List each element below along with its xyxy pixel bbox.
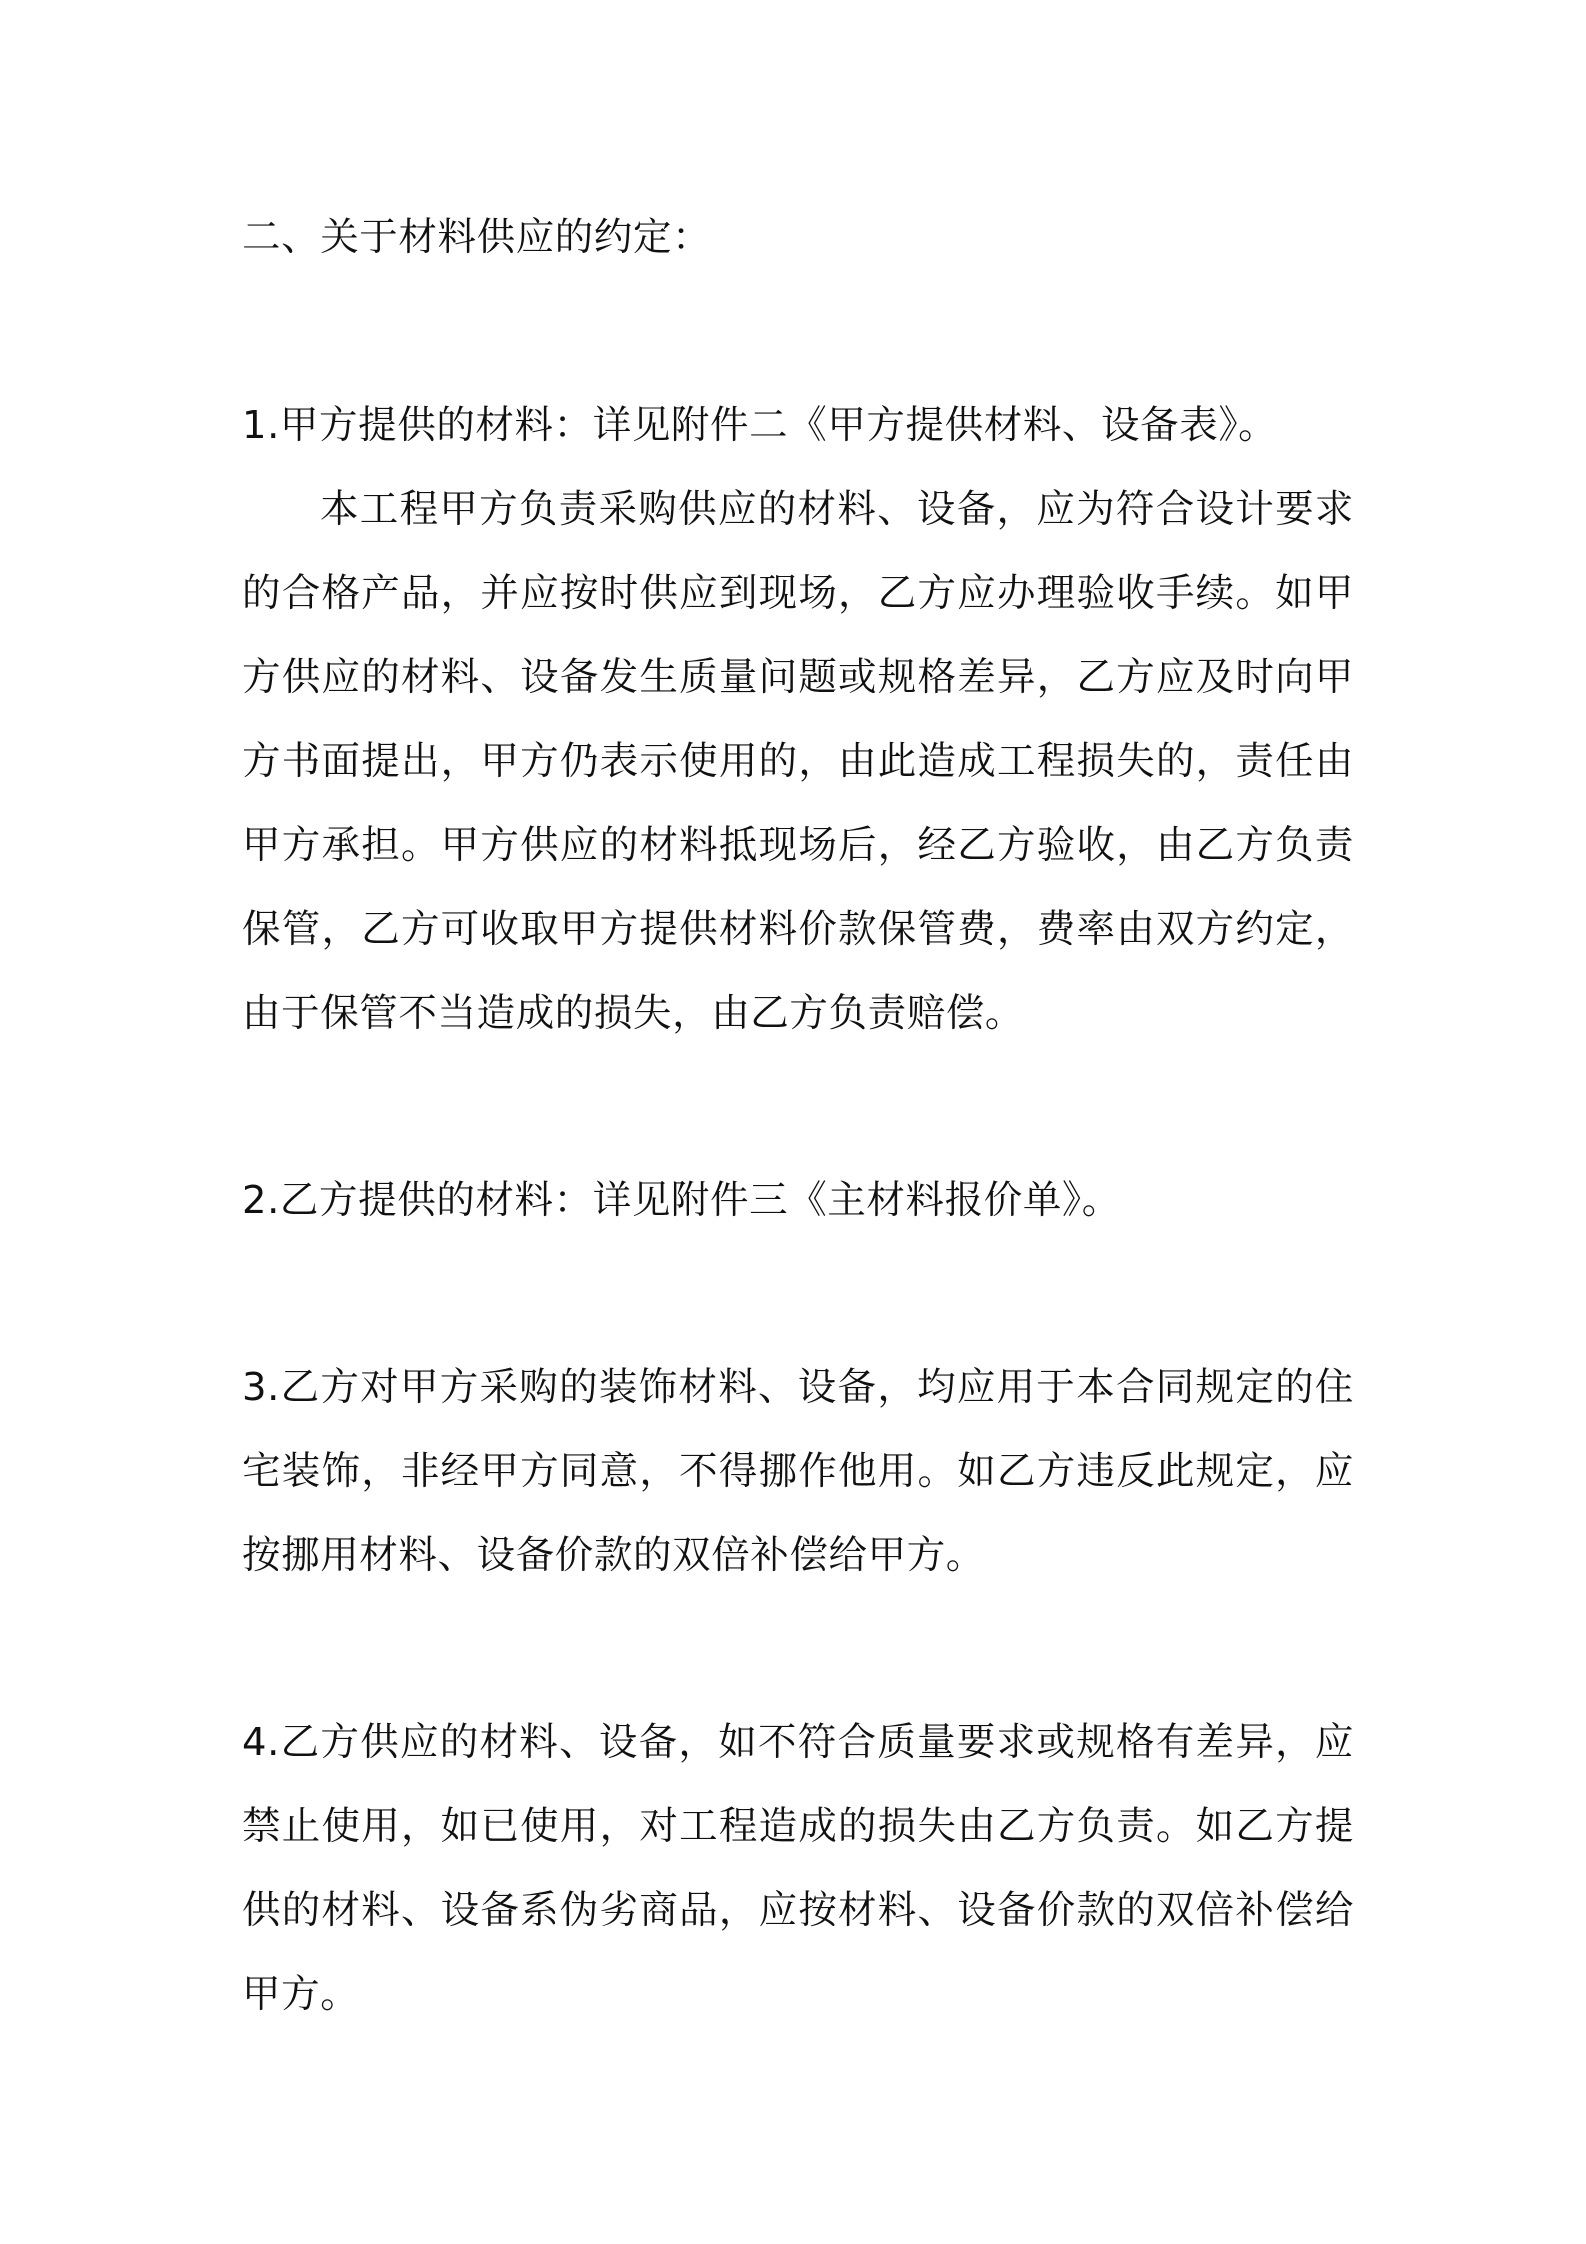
clause-1-title: 1.甲方提供的材料：详见附件二《甲方提供材料、设备表》。	[242, 403, 1278, 448]
clause-2: 2.乙方提供的材料：详见附件三《主材料报价单》。	[242, 1178, 1121, 1223]
section-heading: 二、关于材料供应的约定：	[242, 215, 712, 260]
clause-1-body: 本工程甲方负责采购供应的材料、设备，应为符合设计要求的合格产品，并应按时供应到现场，乙方应办理验收手续。如甲方供应的材料、设备发生质量问题或规格差异，乙方应及时向甲方书面提出，甲方仍表示使用的，由此造成工程损失的，责任由甲方承担。甲方供应的材料抵现场后，经乙方验收，由乙方负责保管，乙方可收取甲方提供材料价款保管费，费率由双方约定，由于保管不当造成的损失，由乙方负责赔偿。	[242, 487, 1354, 1036]
document-content	[242, 196, 1354, 2037]
clause-3: 3.乙方对甲方采购的装饰材料、设备，均应用于本合同规定的住宅装饰，非经甲方同意，不得挪作他用。如乙方违反此规定，应按挪用材料、设备价款的双倍补偿给甲方。	[242, 1365, 1354, 1578]
clause-4: 4.乙方供应的材料、设备，如不符合质量要求或规格有差异，应禁止使用，如已使用，对工程造成的损失由乙方负责。如乙方提供的材料、设备系伪劣商品，应按材料、设备价款的双倍补偿给甲方。	[242, 1720, 1354, 2017]
